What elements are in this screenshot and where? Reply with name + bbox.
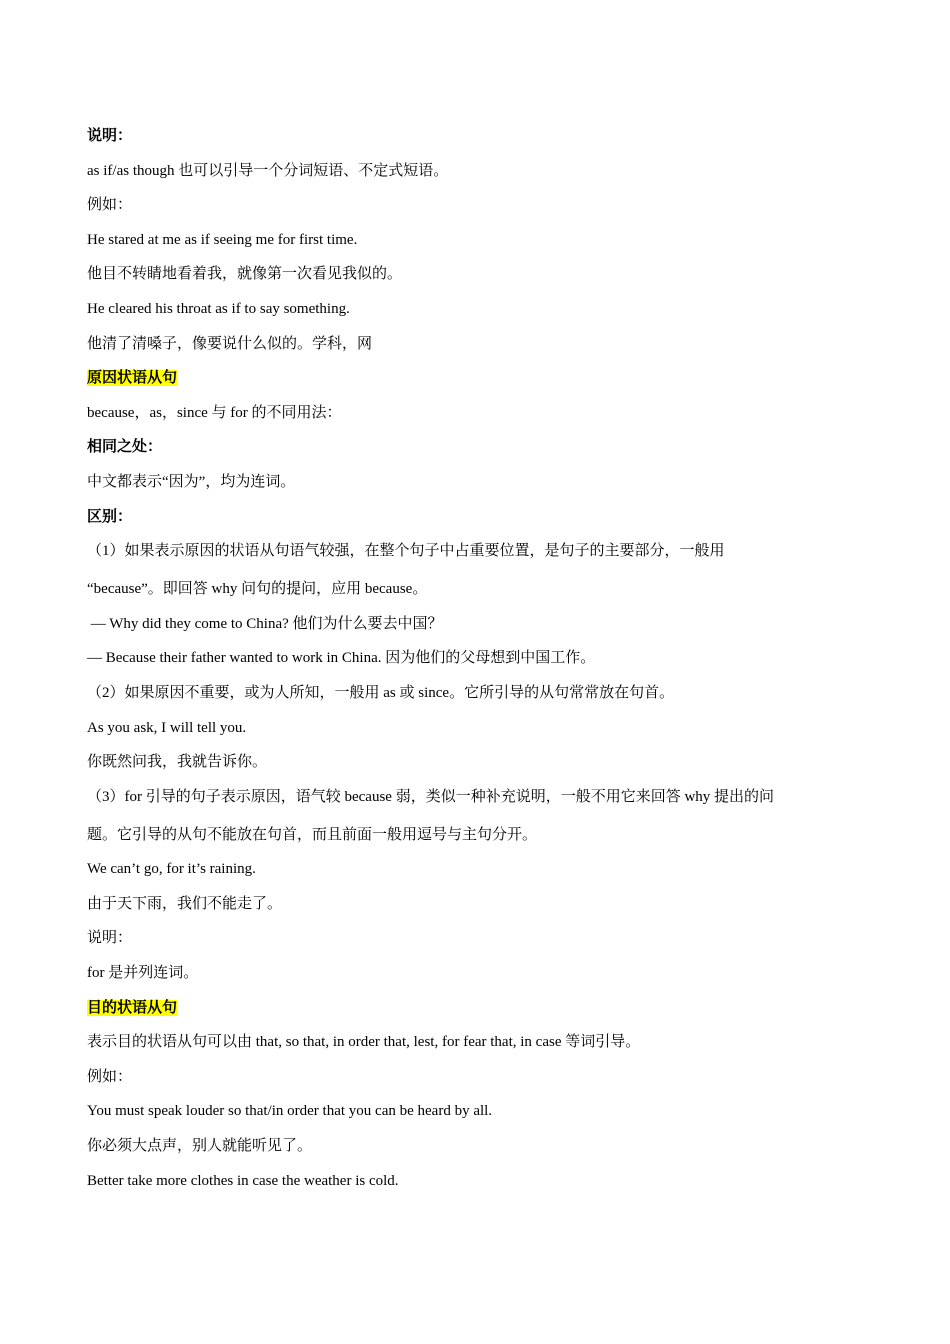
section-heading-reason-text: 原因状语从句 <box>87 370 178 387</box>
note-heading: 说明： <box>87 128 133 144</box>
differences-heading: 区别： <box>87 508 133 525</box>
difference-1-line-2: “because”。即回答 why 问句的提问，应用 because。 <box>87 581 428 598</box>
as-if-explanation: as if/as though 也可以引导一个分词短语、不定式短语。 <box>87 162 449 179</box>
example-sentence-zh: 由于天下雨，我们不能走了。 <box>87 895 283 912</box>
section-heading-purpose <box>87 998 877 1018</box>
section-heading-purpose-text: 目的状语从句 <box>87 999 178 1016</box>
example-sentence-en: He stared at me as if seeing me for first time. <box>87 231 358 248</box>
example-sentence-zh: 你必须大点声，别人就能听见了。 <box>87 1138 313 1155</box>
dialog-answer: — Because their father wanted to work in China. 因为他们的父母想到中国工作。 <box>87 650 596 667</box>
difference-3-line-2: 题。它引导的从句不能放在句首，而且前面一般用逗号与主句分开。 <box>87 826 538 843</box>
example-sentence-zh: 他目不转睛地看着我，就像第一次看见我似的。 <box>87 266 403 283</box>
for-note: for 是并列连词。 <box>87 965 199 982</box>
purpose-intro: 表示目的状语从句可以由 that, so that, in order that, lest, for fear that, in case 等词引导。 <box>87 1034 641 1051</box>
difference-2: （2）如果原因不重要，或为人所知，一般用 as 或 since。它所引导的从句常常放在句首。 <box>87 684 675 701</box>
document-body <box>87 126 877 1205</box>
example-sentence-en: He cleared his throat as if to say something. <box>87 300 350 317</box>
example-sentence-en: Better take more clothes in case the weather is cold. <box>87 1172 399 1189</box>
difference-1-line-1: （1）如果表示原因的状语从句语气较强，在整个句子中占重要位置，是句子的主要部分，一般用 <box>87 543 725 560</box>
example-sentence-en: We can’t go, for it’s raining. <box>87 861 256 878</box>
section-heading-reason <box>87 368 877 388</box>
example-sentence-zh: 他清了清嗓子，像要说什么似的。学科，网 <box>87 335 373 352</box>
reason-intro: because，as，since 与 for 的不同用法： <box>87 404 342 421</box>
similarities-text: 中文都表示“因为”，均为连词。 <box>87 473 296 490</box>
example-label: 例如： <box>87 197 133 214</box>
note-label: 说明： <box>87 930 133 947</box>
example-sentence-en: As you ask, I will tell you. <box>87 719 247 736</box>
difference-3-line-1: （3）for 引导的句子表示原因，语气较 because 弱，类似一种补充说明，一般不用它来回答 why 提出的问 <box>87 788 775 805</box>
dialog-question: — Why did they come to China? 他们为什么要去中国？ <box>87 615 443 632</box>
example-label: 例如： <box>87 1068 133 1085</box>
similarities-heading: 相同之处： <box>87 439 163 456</box>
example-sentence-en: You must speak louder so that/in order that you can be heard by all. <box>87 1103 493 1120</box>
example-sentence-zh: 你既然问我，我就告诉你。 <box>87 754 268 771</box>
